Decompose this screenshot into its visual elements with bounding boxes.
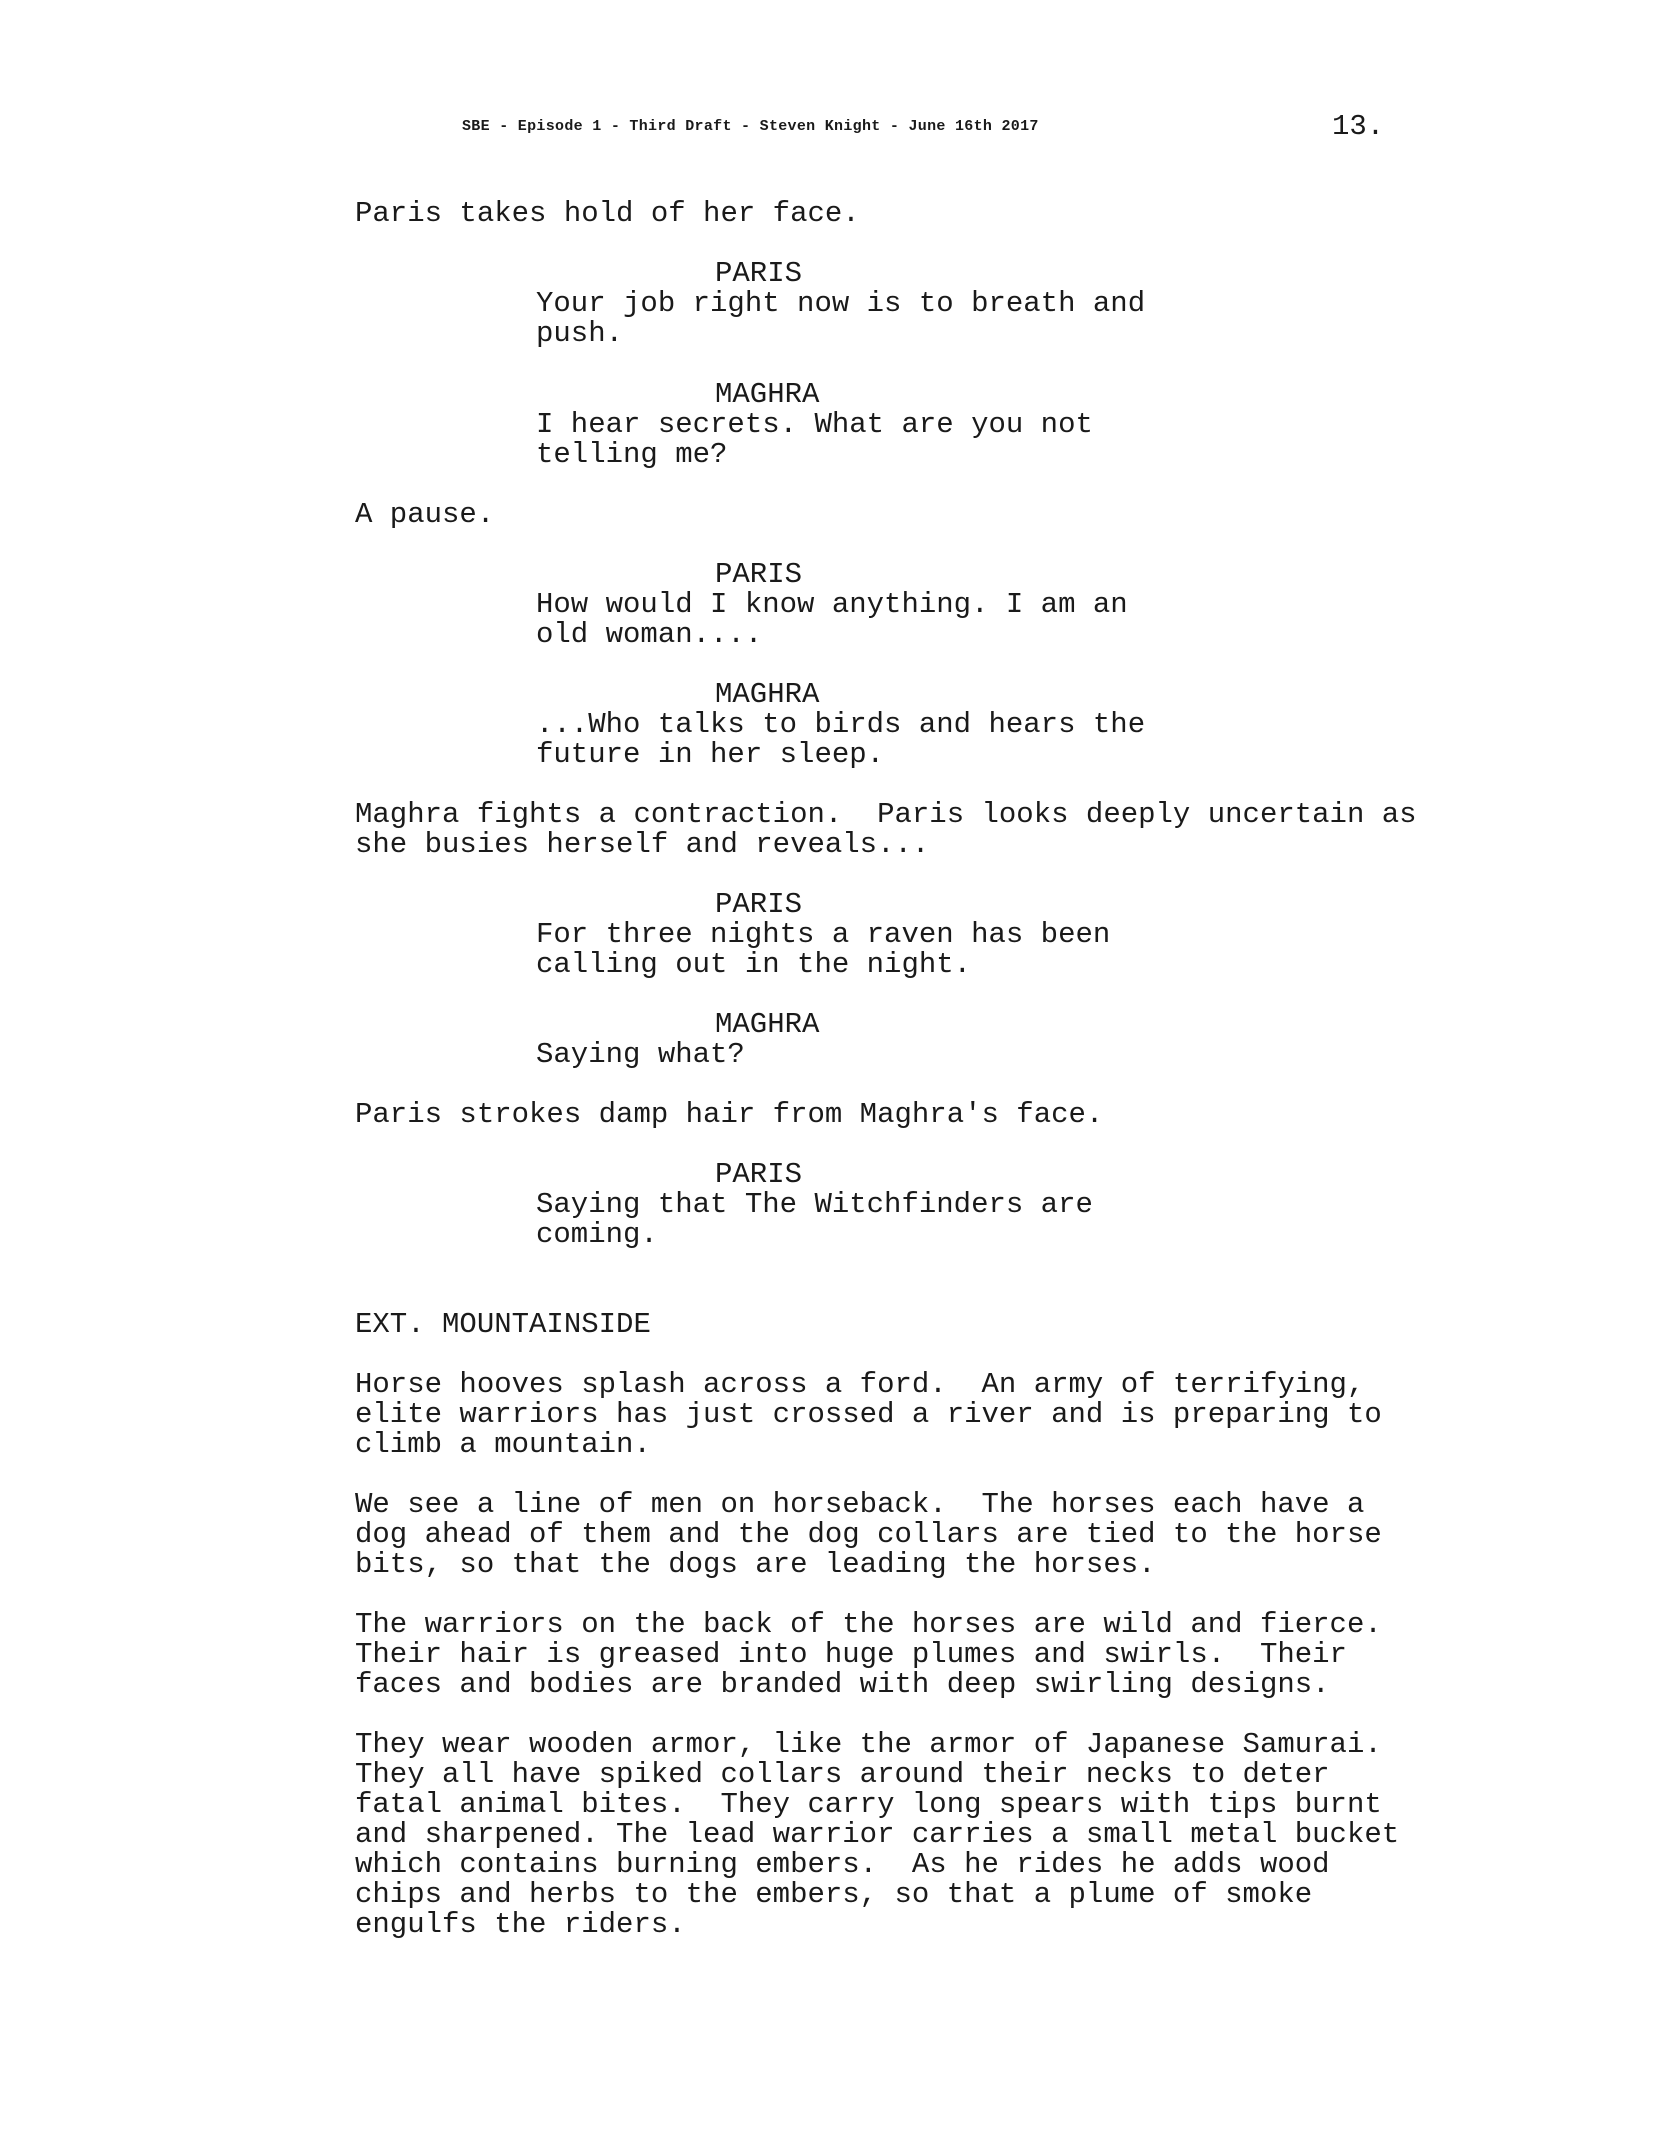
action-line: she busies herself and reveals...: [355, 828, 930, 861]
character-cue: MAGHRA: [715, 378, 820, 411]
action-line: fatal animal bites. They carry long spears with tips burnt: [355, 1788, 1382, 1821]
dialogue-line: Saying what?: [536, 1038, 745, 1071]
character-cue: PARIS: [715, 558, 803, 591]
action-line: dog ahead of them and the dog collars are tied to the horse: [355, 1518, 1382, 1551]
dialogue-line: I hear secrets. What are you not: [536, 408, 1093, 441]
dialogue-line: future in her sleep.: [536, 738, 885, 771]
dialogue-line: Your job right now is to breath and: [536, 287, 1146, 320]
scene-heading: EXT. MOUNTAINSIDE: [355, 1308, 651, 1341]
action-line: They all have spiked collars around their necks to deter: [355, 1758, 1330, 1791]
action-line: elite warriors has just crossed a river and is preparing to: [355, 1398, 1382, 1431]
running-header: SBE - Episode 1 - Third Draft - Steven Knight - June 16th 2017: [462, 118, 1039, 135]
character-cue: PARIS: [715, 1158, 803, 1191]
dialogue-line: coming.: [536, 1218, 658, 1251]
action-line: A pause.: [355, 498, 495, 531]
action-line: Paris strokes damp hair from Maghra's face.: [355, 1098, 1104, 1131]
action-line: and sharpened. The lead warrior carries a small metal bucket: [355, 1818, 1400, 1851]
action-line: Horse hooves splash across a ford. An army of terrifying,: [355, 1368, 1365, 1401]
action-line: climb a mountain.: [355, 1428, 651, 1461]
action-line: The warriors on the back of the horses are wild and fierce.: [355, 1608, 1382, 1641]
dialogue-line: telling me?: [536, 438, 728, 471]
action-line: bits, so that the dogs are leading the horses.: [355, 1548, 1156, 1581]
page-number: 13.: [1332, 110, 1385, 143]
character-cue: MAGHRA: [715, 1008, 820, 1041]
dialogue-line: push.: [536, 317, 624, 350]
dialogue-line: How would I know anything. I am an: [536, 588, 1128, 621]
action-line: chips and herbs to the embers, so that a plume of smoke: [355, 1878, 1313, 1911]
action-line: They wear wooden armor, like the armor of Japanese Samurai.: [355, 1728, 1382, 1761]
dialogue-line: old woman....: [536, 618, 763, 651]
action-line: which contains burning embers. As he rides he adds wood: [355, 1848, 1330, 1881]
action-line: Paris takes hold of her face.: [355, 197, 860, 230]
character-cue: MAGHRA: [715, 678, 820, 711]
action-line: engulfs the riders.: [355, 1908, 686, 1941]
action-line: Maghra fights a contraction. Paris looks deeply uncertain as: [355, 798, 1417, 831]
character-cue: PARIS: [715, 257, 803, 290]
action-line: faces and bodies are branded with deep swirling designs.: [355, 1668, 1330, 1701]
dialogue-line: calling out in the night.: [536, 948, 972, 981]
action-line: We see a line of men on horseback. The horses each have a: [355, 1488, 1365, 1521]
dialogue-line: ...Who talks to birds and hears the: [536, 708, 1146, 741]
character-cue: PARIS: [715, 888, 803, 921]
action-line: Their hair is greased into huge plumes and swirls. Their: [355, 1638, 1347, 1671]
dialogue-line: Saying that The Witchfinders are: [536, 1188, 1093, 1221]
dialogue-line: For three nights a raven has been: [536, 918, 1111, 951]
